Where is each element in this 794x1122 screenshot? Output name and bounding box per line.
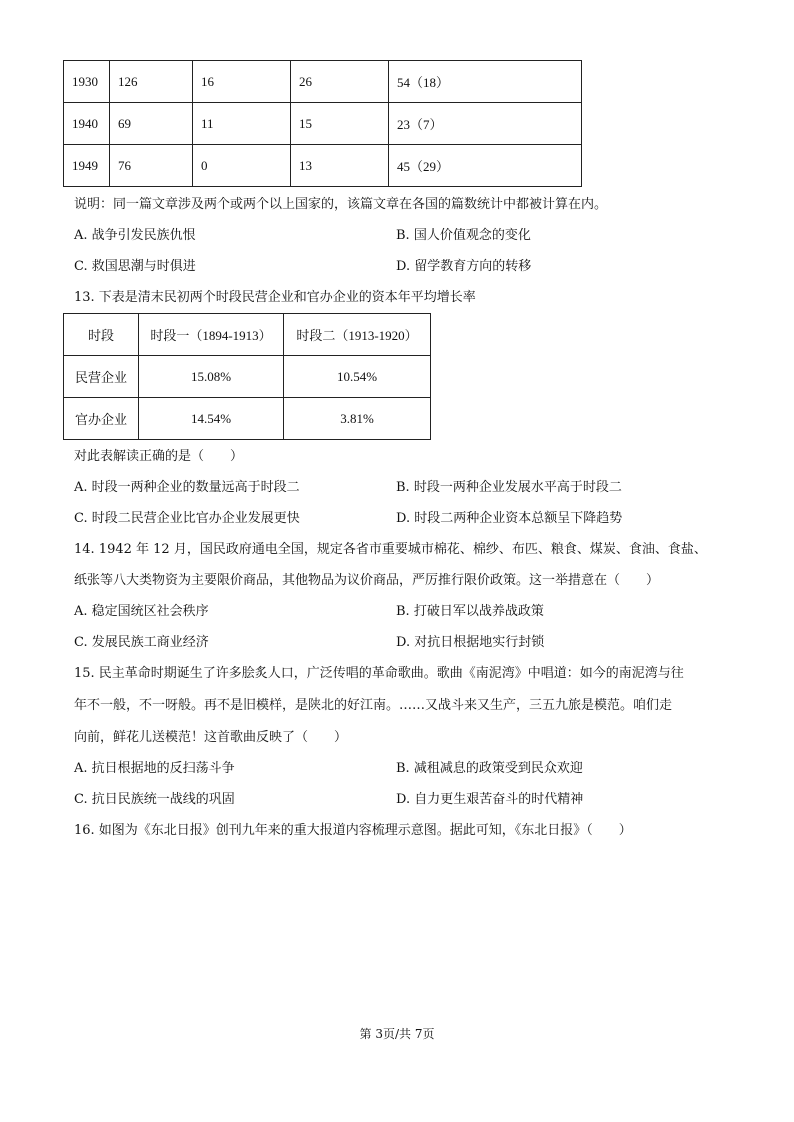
table-header-row [64, 314, 431, 356]
table-cell: 11 [193, 103, 291, 145]
table-cell: 126 [110, 61, 193, 103]
option-d: D. 时段二两种企业资本总额呈下降趋势 [396, 511, 623, 526]
question-13-prompt: 对此表解读正确的是（ ） [74, 449, 244, 464]
table-row [64, 398, 431, 440]
option-b: B. 国人价值观念的变化 [396, 228, 531, 243]
table-cell: 1930 [64, 61, 110, 103]
table-cell: 15.08% [139, 356, 284, 398]
table-header-cell: 时段二（1913-1920） [284, 314, 431, 356]
table-cell: 76 [110, 145, 193, 187]
table-row [64, 61, 582, 103]
option-b: B. 减租减息的政策受到民众欢迎 [396, 761, 583, 776]
table-header-cell: 时段 [64, 314, 139, 356]
question-16-stem: 16. 如图为《东北日报》创刊九年来的重大报道内容梳理示意图。据此可知，《东北日报》（ ） [74, 823, 632, 838]
table-cell: 69 [110, 103, 193, 145]
table-header-cell: 时段一（1894-1913） [139, 314, 284, 356]
question-15-stem-line2: 年不一般，不一呀般。再不是旧模样，是陕北的好江南。……又战斗来又生产，三五九旅是模范。咱们走 [74, 698, 673, 713]
table-cell: 15 [291, 103, 389, 145]
table-cell: 1940 [64, 103, 110, 145]
option-c: C. 抗日民族统一战线的巩固 [74, 792, 235, 807]
page-footer: 第 3页/共 7页 [359, 1027, 435, 1041]
table-row [64, 103, 582, 145]
option-c: C. 时段二民营企业比官办企业发展更快 [74, 511, 300, 526]
option-a: A. 时段一两种企业的数量远高于时段二 [74, 480, 300, 495]
option-b: B. 时段一两种企业发展水平高于时段二 [396, 480, 622, 495]
option-b: B. 打破日军以战养战政策 [396, 604, 544, 619]
table-cell: 13 [291, 145, 389, 187]
question-13-stem: 13. 下表是清末民初两个时段民营企业和官办企业的资本年平均增长率 [74, 290, 476, 305]
table-cell: 26 [291, 61, 389, 103]
data-table-2 [63, 313, 431, 440]
table-cell: 0 [193, 145, 291, 187]
data-table-1 [63, 60, 582, 187]
option-c: C. 救国思潮与时俱进 [74, 259, 196, 274]
question-15-stem-line1: 15. 民主革命时期诞生了许多脍炙人口，广泛传唱的革命歌曲。歌曲《南泥湾》中唱道：如今的南泥湾与往 [74, 666, 684, 681]
table-note: 说明：同一篇文章涉及两个或两个以上国家的，该篇文章在各国的篇数统计中都被计算在内。 [74, 197, 608, 212]
table-cell: 民营企业 [64, 356, 139, 398]
question-14-stem-line1: 14. 1942 年 12 月，国民政府通电全国，规定各省市重要城市棉花、棉纱、布匹、粮食、煤炭、食油、食盐、 [74, 542, 707, 557]
option-a: A. 战争引发民族仇恨 [74, 228, 196, 243]
table-cell: 16 [193, 61, 291, 103]
table-cell: 23（7） [389, 103, 582, 145]
question-14-stem-line2: 纸张等八大类物资为主要限价商品，其他物品为议价商品，严厉推行限价政策。这一举措意在（ ） [74, 573, 660, 588]
option-a: A. 稳定国统区社会秩序 [74, 604, 209, 619]
option-d: D. 留学教育方向的转移 [396, 259, 532, 274]
table-cell: 45（29） [389, 145, 582, 187]
question-15-stem-line3: 向前，鲜花儿送模范！这首歌曲反映了（ ） [74, 730, 348, 745]
table-row [64, 356, 431, 398]
table-row [64, 145, 582, 187]
option-c: C. 发展民族工商业经济 [74, 635, 209, 650]
table-cell: 10.54% [284, 356, 431, 398]
option-d: D. 自力更生艰苦奋斗的时代精神 [396, 792, 584, 807]
table-cell: 54（18） [389, 61, 582, 103]
table-cell: 3.81% [284, 398, 431, 440]
table-cell: 官办企业 [64, 398, 139, 440]
option-a: A. 抗日根据地的反扫荡斗争 [74, 761, 235, 776]
option-d: D. 对抗日根据地实行封锁 [396, 635, 545, 650]
table-cell: 1949 [64, 145, 110, 187]
table-cell: 14.54% [139, 398, 284, 440]
